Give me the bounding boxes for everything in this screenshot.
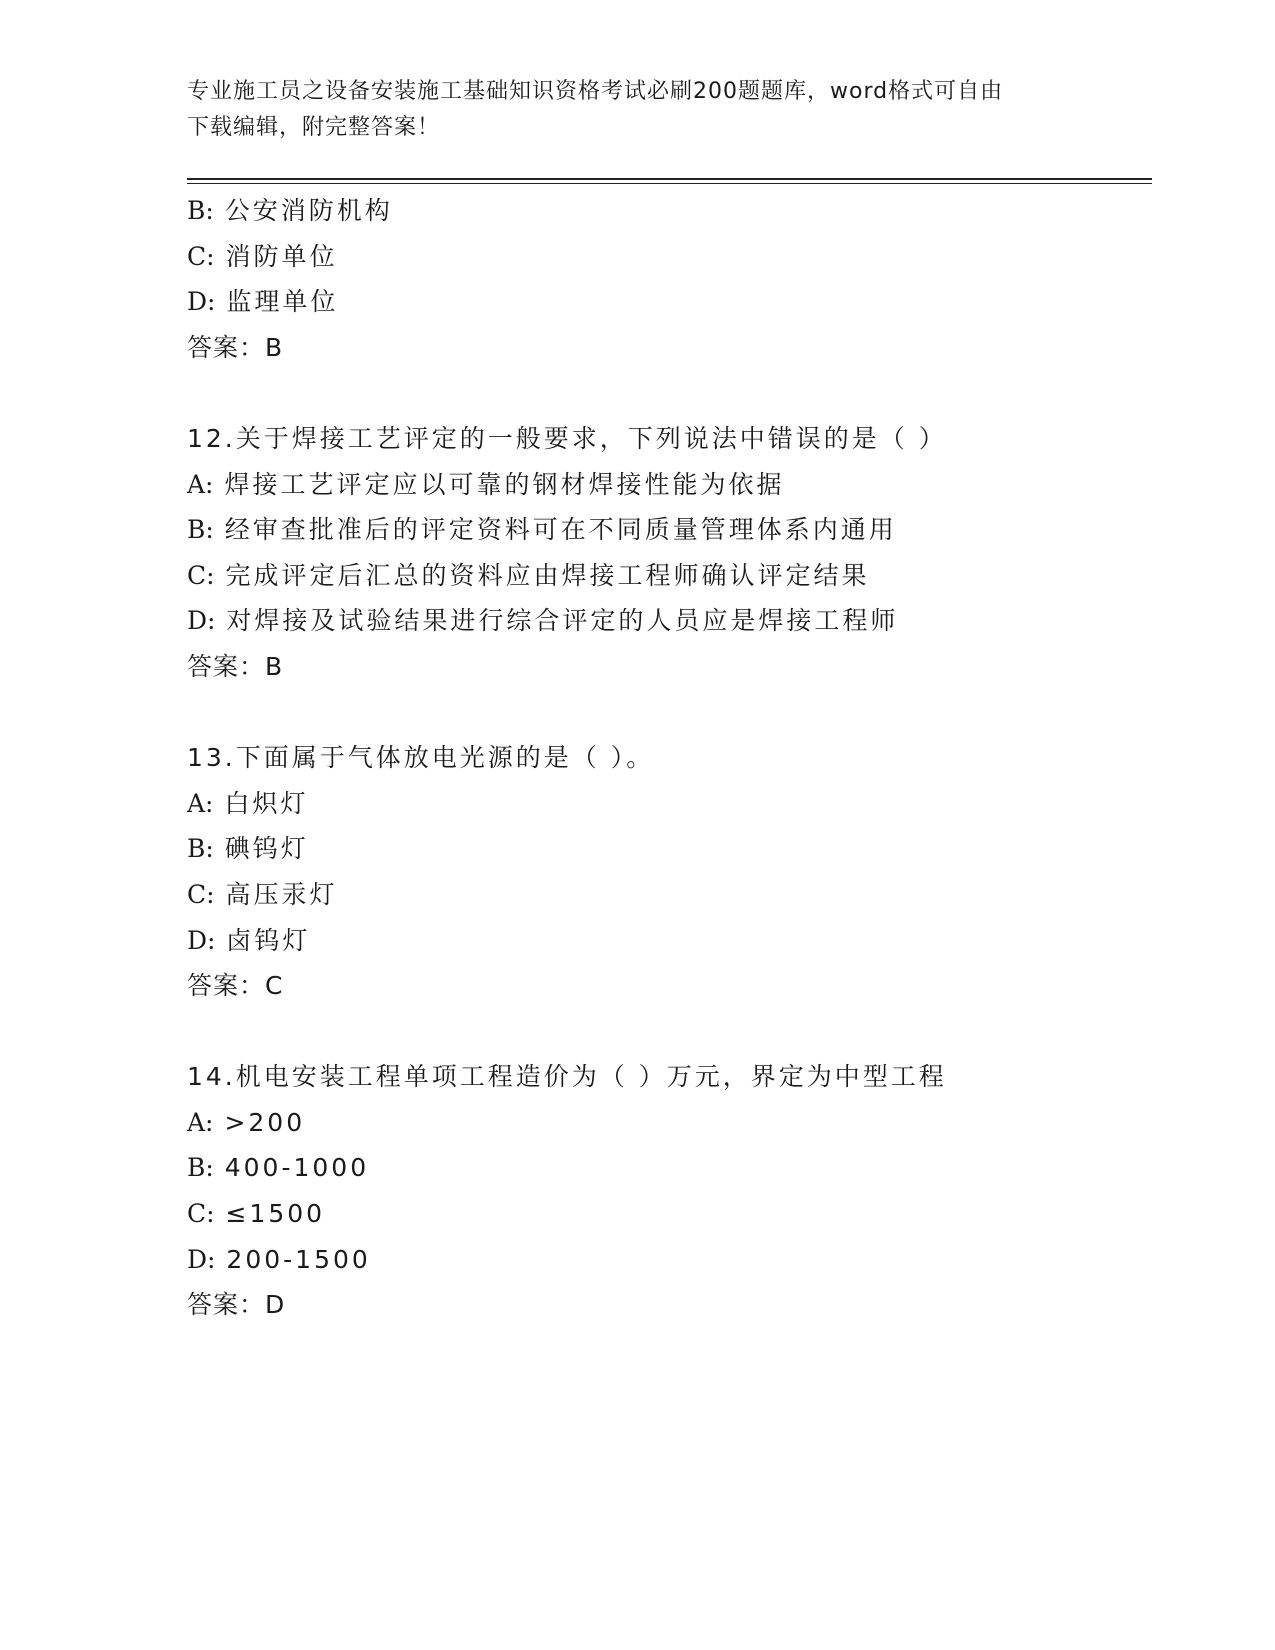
spacer (187, 1009, 1147, 1055)
option-label: C: (187, 1199, 215, 1229)
option-label: D: (187, 925, 216, 955)
option-label: B: (187, 834, 214, 864)
option-label: D: (187, 606, 216, 636)
option-d (187, 279, 1147, 325)
header-divider-thin (187, 183, 1152, 184)
option-text: 400-1000 (224, 1153, 370, 1183)
option-label: D: (187, 1244, 216, 1274)
header-title-line1: 专业施工员之设备安装施工基础知识资格考试必刷200题题库，word格式可自由 (187, 79, 1004, 104)
option-a (187, 781, 1147, 827)
option-d (187, 1237, 1147, 1283)
option-label: A: (187, 469, 214, 499)
option-a (187, 462, 1147, 508)
option-text: 公安消防机构 (224, 196, 393, 225)
option-text: 白炽灯 (224, 788, 309, 818)
question-12 (187, 416, 1147, 690)
option-label: B: (187, 515, 214, 545)
answer-line: 答案：B (187, 651, 284, 681)
option-text: 碘钨灯 (224, 834, 309, 864)
option-b (187, 188, 1147, 234)
question-stem: 14.机电安装工程单项工程造价为（ ）万元，界定为中型工程 (187, 1062, 947, 1092)
option-label: C: (187, 879, 215, 909)
question-14 (187, 1054, 1147, 1328)
option-text: 经审查批准后的评定资料可在不同质量管理体系内通用 (224, 515, 897, 545)
option-b (187, 1145, 1147, 1191)
option-c (187, 553, 1147, 599)
answer-line: 答案：C (187, 971, 284, 1001)
answer-line: 答案：B (187, 332, 284, 362)
header-divider-thick (187, 178, 1152, 180)
option-d (187, 918, 1147, 964)
option-text: 卤钨灯 (226, 925, 311, 955)
option-c (187, 1191, 1147, 1237)
option-label: B: (187, 196, 214, 225)
option-d (187, 598, 1147, 644)
option-label: C: (187, 560, 215, 590)
option-label: C: (187, 241, 215, 271)
option-label: D: (187, 287, 216, 317)
option-text: 完成评定后汇总的资料应由焊接工程师确认评定结果 (225, 560, 870, 590)
option-text: 高压汞灯 (225, 879, 338, 909)
option-text: 200-1500 (226, 1244, 371, 1274)
option-c (187, 234, 1147, 280)
option-text: 对焊接及试验结果进行综合评定的人员应是焊接工程师 (226, 606, 899, 636)
option-b (187, 826, 1147, 872)
document-header (187, 74, 1087, 146)
question-stem: 13.下面属于气体放电光源的是（ ）。 (187, 743, 655, 773)
question-stem: 12.关于焊接工艺评定的一般要求，下列说法中错误的是（ ） (187, 423, 947, 453)
question-13 (187, 735, 1147, 1009)
option-label: A: (187, 788, 214, 818)
header-title-line2: 下载编辑，附完整答案！ (187, 115, 441, 140)
spacer (187, 690, 1147, 736)
question-11-tail (187, 188, 1147, 370)
option-text: 监理单位 (226, 287, 339, 317)
option-text: 焊接工艺评定应以可靠的钢材焊接性能为依据 (224, 469, 785, 499)
option-text: ≤1500 (225, 1199, 326, 1229)
option-c (187, 872, 1147, 918)
option-label: A: (187, 1107, 214, 1137)
option-a (187, 1100, 1147, 1146)
option-text: >200 (224, 1107, 306, 1137)
question-list (187, 188, 1147, 1328)
option-text: 消防单位 (225, 241, 338, 271)
option-b (187, 507, 1147, 553)
option-label: B: (187, 1153, 214, 1183)
spacer (187, 370, 1147, 416)
answer-line: 答案：D (187, 1290, 286, 1320)
